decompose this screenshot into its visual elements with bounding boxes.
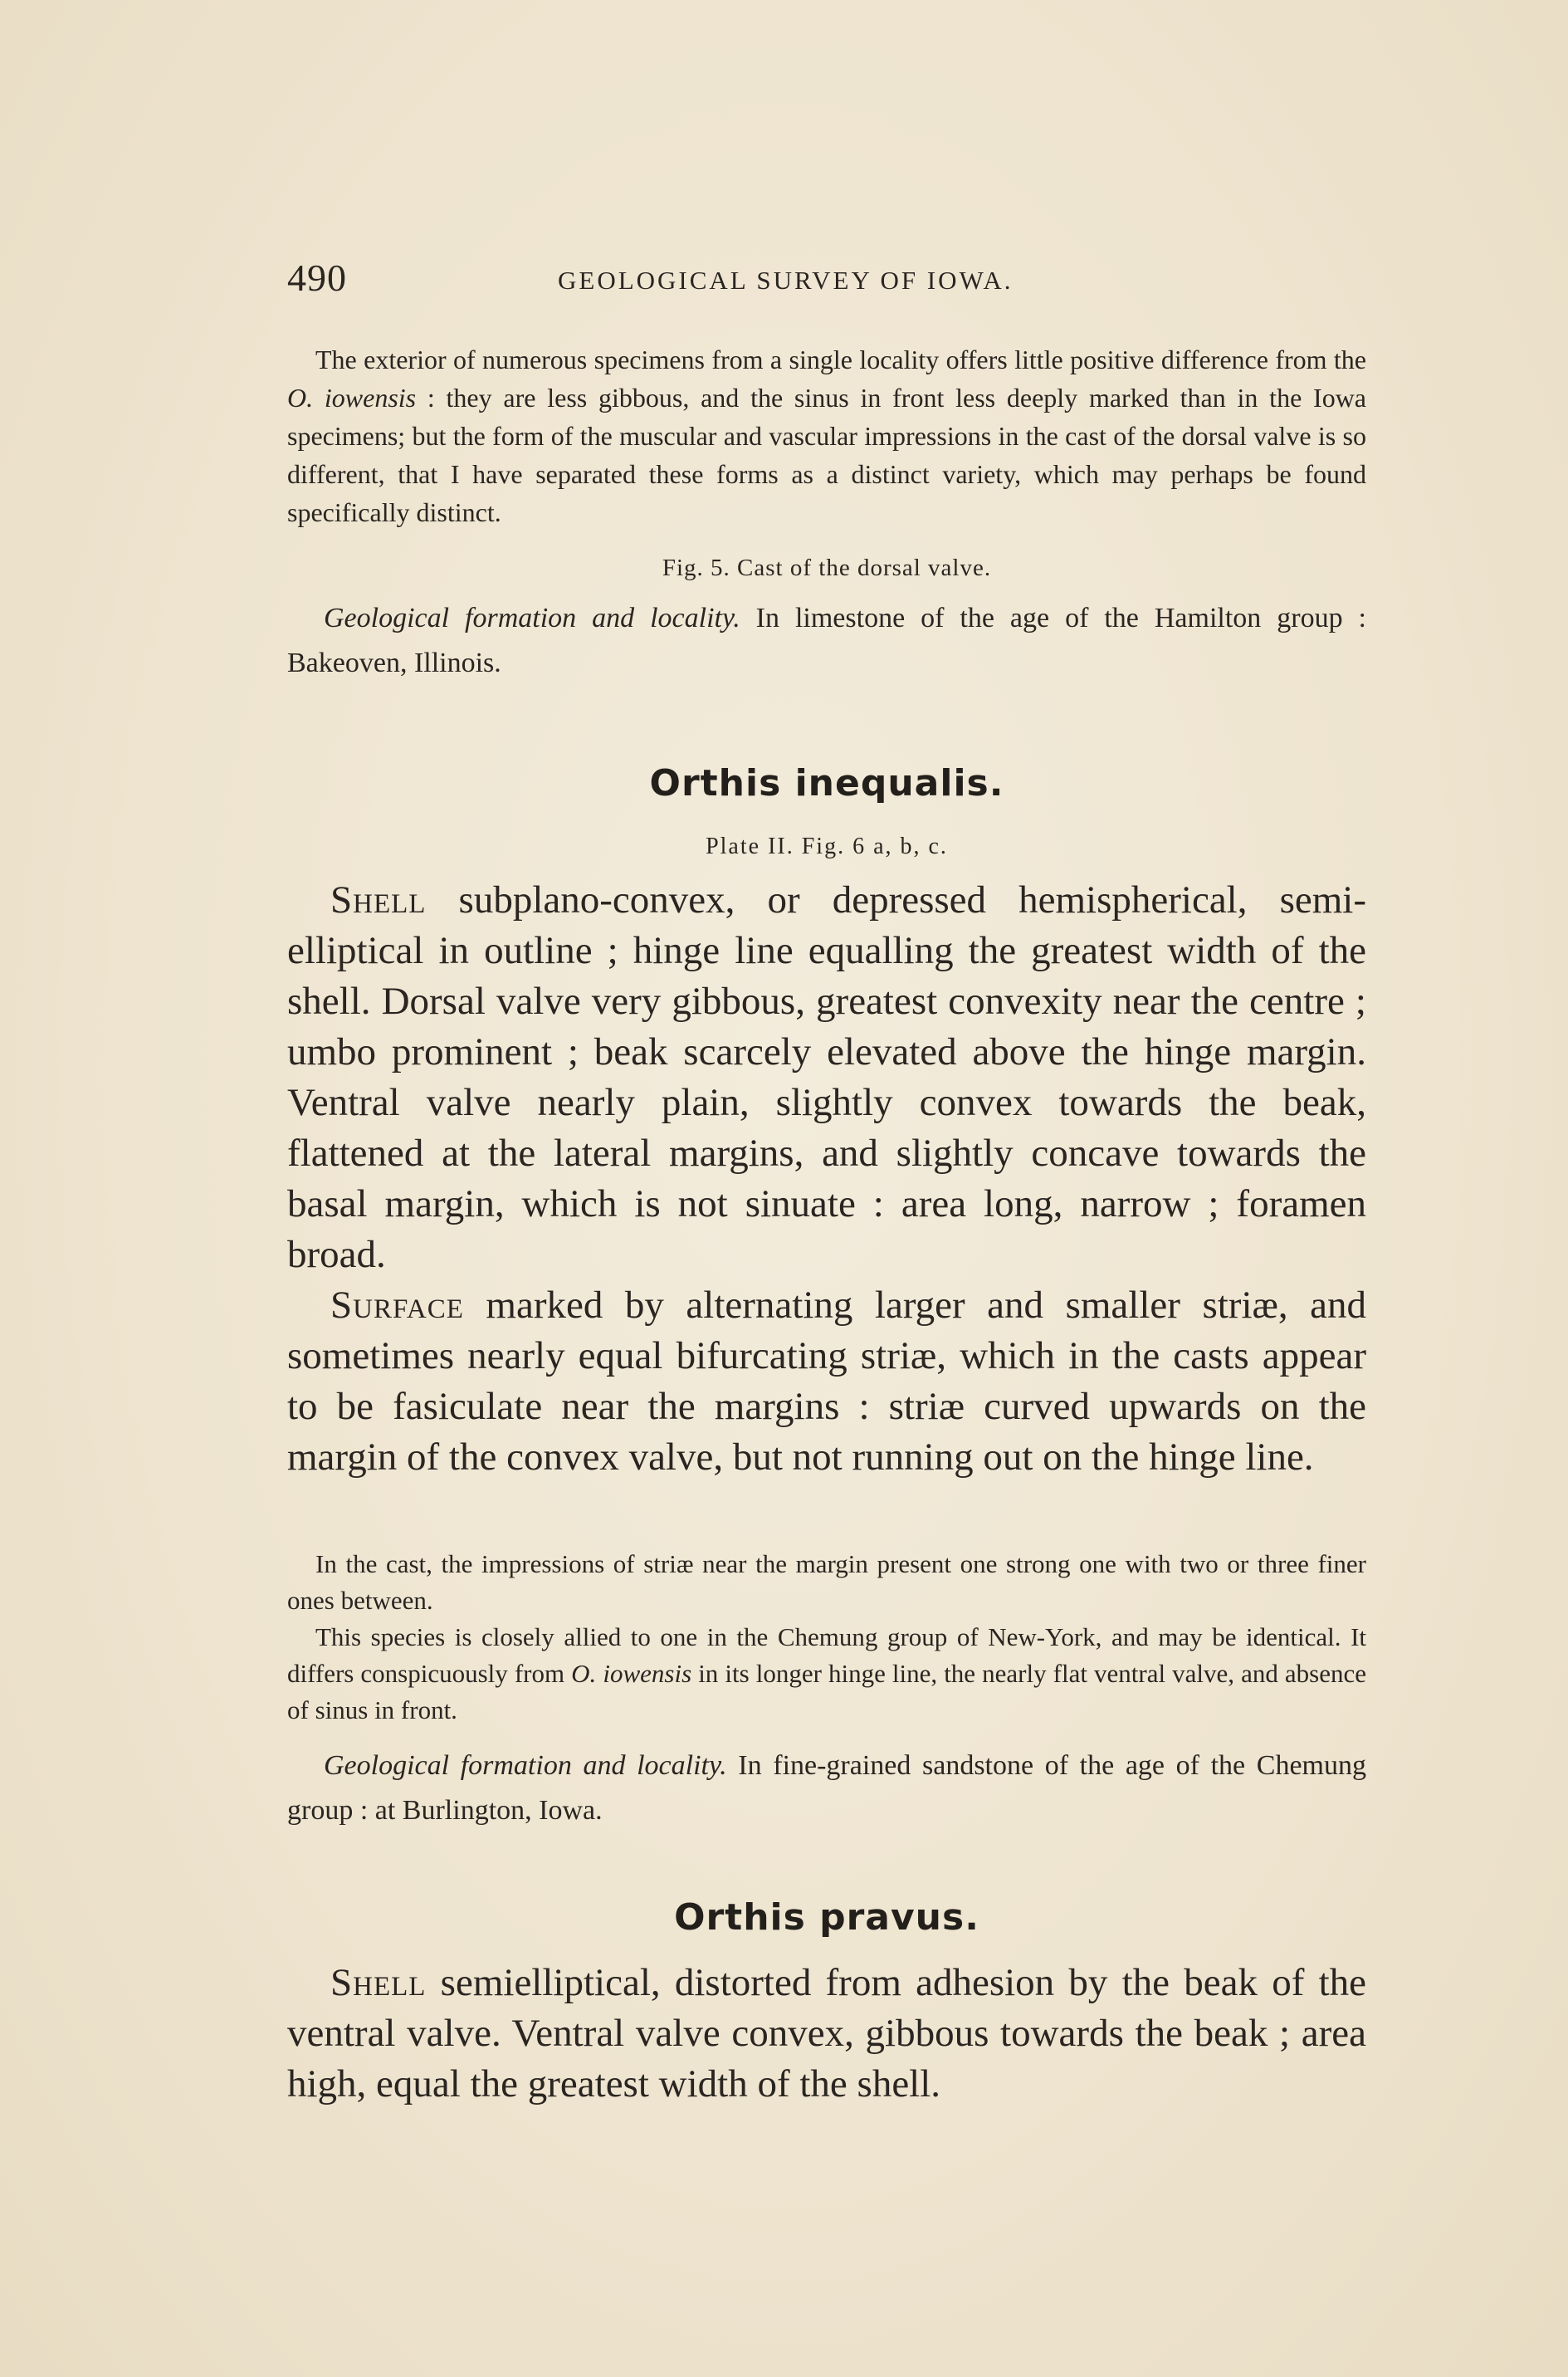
inequalis-formation: [287, 1744, 1366, 1833]
figure-caption: Fig. 5. Cast of the dorsal valve.: [662, 555, 992, 581]
surface-text: marked by alternating larger and smaller striæ, and sometimes nearly equal bifurcating striæ, which in the casts appear to be fasiculate near the margins : striæ curved upwards on the margin of the convex valve, but not running out on the hinge line.: [287, 1284, 1366, 1479]
pravus-shell-text: semielliptical, distorted from adhesion by the beak of the ventral valve. Ventral valve convex, gibbous towards the beak ; area high, equal the greatest width of the shell.: [287, 1961, 1366, 2106]
note-affinity-species: O. iowensis: [571, 1659, 692, 1688]
species-title-pravus: Orthis pravus.: [674, 1896, 979, 1939]
intro-paragraph: [287, 340, 1366, 531]
page-number: 490: [287, 257, 347, 299]
intro-formation-label: Geological formation and locality.: [324, 603, 740, 633]
note-affinity-post: in its longer hinge line, the nearly flat ventral valve, and absence of sinus in front.: [287, 1659, 1366, 1724]
intro-text: [287, 340, 1366, 531]
pravus-shell-paragraph: [287, 1958, 1366, 2110]
inequalis-formation-label: Geological formation and locality.: [324, 1750, 727, 1781]
shell-label: Shell: [330, 878, 427, 922]
inequalis-formation-text: [287, 1744, 1366, 1833]
pravus-shell-label: Shell: [330, 1961, 427, 2004]
note-affinity: [287, 1619, 1366, 1729]
intro-formation-body: In limestone of the age of the Hamilton group : Bakeoven, Illinois.: [287, 603, 1366, 678]
note-cast-impressions: In the cast, the impressions of striæ near the margin present one strong one with two or three finer ones between.: [287, 1549, 1366, 1615]
inequalis-formation-body: In fine-grained sandstone of the age of the Chemung group : at Burlington, Iowa.: [287, 1750, 1366, 1826]
running-title: GEOLOGICAL SURVEY OF IOWA.: [558, 266, 1014, 295]
shell-text: subplano-convex, or depressed hemispherical, semi-elliptical in outline ; hinge line equalling the greatest width of the shell. Dorsal valve very gibbous, greatest convexity near the centre ; umbo prominent ; beak scarcely elevated above the hinge margin. Ventral valve nearly plain, slightly convex towards the beak, flattened at the lateral margins, and slightly concave towards the basal margin, which is not sinuate : area long, narrow ; foramen broad.: [287, 878, 1366, 1276]
pravus-description: [287, 1958, 1366, 2110]
running-head: [287, 256, 1366, 306]
plate-reference: Plate II. Fig. 6 a, b, c.: [706, 834, 948, 859]
intro-text-pre: The exterior of numerous specimens from a single locality offers little positive difference from the: [315, 345, 1366, 374]
shell-paragraph: [287, 875, 1366, 1280]
note-affinity-pre: This species is closely allied to one in the Chemung group of New-York, and may be identical. It differs conspicuously from: [287, 1622, 1366, 1688]
intro-species-name: O. iowensis: [287, 383, 417, 413]
inequalis-notes: [287, 1546, 1366, 1729]
surface-label: Surface: [330, 1284, 464, 1327]
intro-formation: [287, 596, 1366, 686]
intro-formation-text: [287, 596, 1366, 686]
intro-text-post: : they are less gibbous, and the sinus in front less deeply marked than in the Iowa specimens; but the form of the muscular and vascular impressions in the cast of the dorsal valve is so different, that I have separated these forms as a distinct variety, which may perhaps be found specifically distinct.: [287, 383, 1366, 527]
species-title-inequalis: Orthis inequalis.: [649, 762, 1004, 805]
inequalis-description: [287, 875, 1366, 1483]
surface-paragraph: [287, 1280, 1366, 1483]
